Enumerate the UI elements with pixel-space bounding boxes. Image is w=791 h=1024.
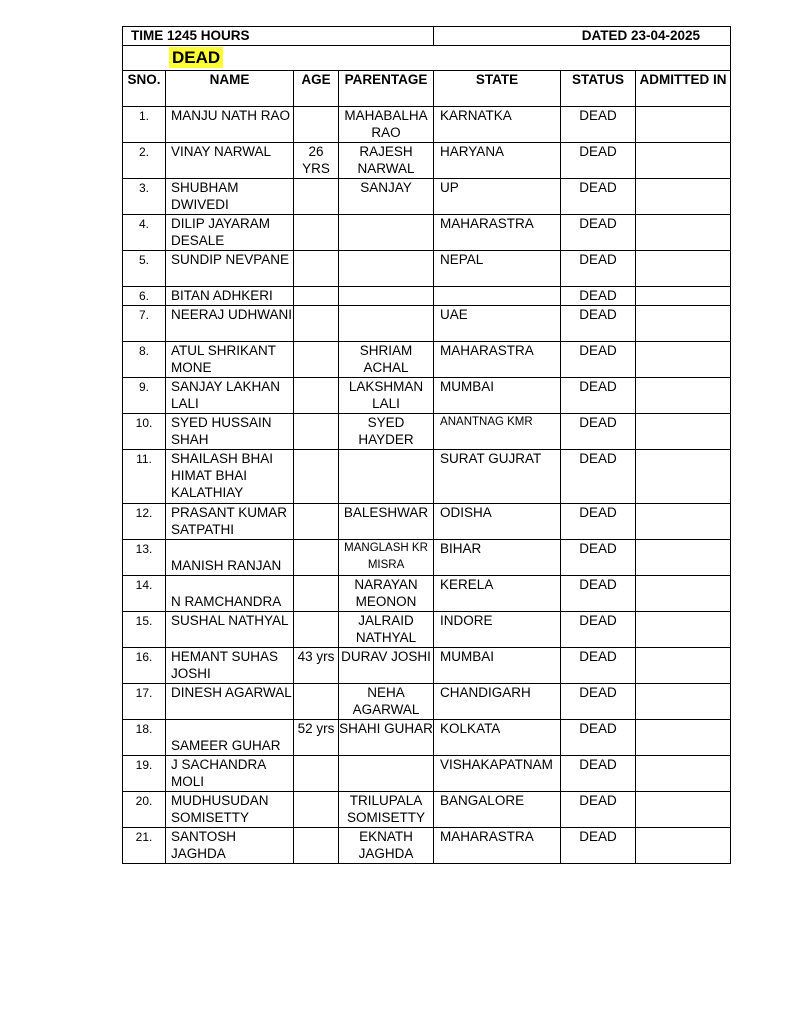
col-age: AGE bbox=[294, 71, 339, 107]
admitted-cell bbox=[636, 378, 731, 414]
table-row bbox=[123, 612, 731, 648]
name-cell: MANJU NATH RAO bbox=[166, 107, 294, 143]
state-cell: CHANDIGARH bbox=[434, 684, 561, 720]
state-cell: VISHAKAPATNAM bbox=[434, 756, 561, 792]
table-row bbox=[123, 828, 731, 864]
status-cell: DEAD bbox=[561, 612, 636, 648]
name-cell: PRASANT KUMAR SATPATHI bbox=[166, 504, 294, 540]
name-cell: SAMEER GUHAR bbox=[166, 720, 294, 756]
state-cell: BANGALORE bbox=[434, 792, 561, 828]
name-cell: SYED HUSSAIN SHAH bbox=[166, 414, 294, 450]
name-cell: ATUL SHRIKANT MONE bbox=[166, 342, 294, 378]
state-cell: UP bbox=[434, 179, 561, 215]
parentage-cell bbox=[339, 215, 434, 251]
parentage-cell: SANJAY bbox=[339, 179, 434, 215]
status-cell: DEAD bbox=[561, 450, 636, 504]
sno-cell: 14. bbox=[123, 576, 166, 612]
name-cell: HEMANT SUHAS JOSHI bbox=[166, 648, 294, 684]
name-cell: SHAILASH BHAI HIMAT BHAI KALATHIAY bbox=[166, 450, 294, 504]
admitted-cell bbox=[636, 576, 731, 612]
table-row bbox=[123, 306, 731, 342]
admitted-cell bbox=[636, 306, 731, 342]
state-cell: MUMBAI bbox=[434, 378, 561, 414]
sno-cell: 11. bbox=[123, 450, 166, 504]
admitted-cell bbox=[636, 179, 731, 215]
table-row bbox=[123, 251, 731, 287]
admitted-cell bbox=[636, 450, 731, 504]
age-cell: 26 YRS bbox=[294, 143, 339, 179]
table-row bbox=[123, 107, 731, 143]
table-row bbox=[123, 684, 731, 720]
age-cell bbox=[294, 287, 339, 306]
age-cell bbox=[294, 450, 339, 504]
admitted-cell bbox=[636, 414, 731, 450]
status-cell: DEAD bbox=[561, 576, 636, 612]
age-cell: 43 yrs bbox=[294, 648, 339, 684]
parentage-cell: SYED HAYDER bbox=[339, 414, 434, 450]
admitted-cell bbox=[636, 828, 731, 864]
state-cell: ANANTNAG KMR bbox=[434, 414, 561, 450]
state-cell: MAHARASTRA bbox=[434, 215, 561, 251]
parentage-cell: JALRAID NATHYAL bbox=[339, 612, 434, 648]
state-cell: NEPAL bbox=[434, 251, 561, 287]
age-cell bbox=[294, 414, 339, 450]
state-cell: INDORE bbox=[434, 612, 561, 648]
status-cell: DEAD bbox=[561, 756, 636, 792]
sno-cell: 18. bbox=[123, 720, 166, 756]
age-cell bbox=[294, 215, 339, 251]
name-cell: N RAMCHANDRA bbox=[166, 576, 294, 612]
name-cell: NEERAJ UDHWANI bbox=[166, 306, 294, 342]
age-cell bbox=[294, 107, 339, 143]
admitted-cell bbox=[636, 251, 731, 287]
admitted-cell bbox=[636, 107, 731, 143]
col-status: STATUS bbox=[561, 71, 636, 107]
admitted-cell bbox=[636, 756, 731, 792]
admitted-cell bbox=[636, 648, 731, 684]
table-row bbox=[123, 720, 731, 756]
name-cell: MANISH RANJAN bbox=[166, 540, 294, 576]
age-cell bbox=[294, 504, 339, 540]
name-cell: DINESH AGARWAL bbox=[166, 684, 294, 720]
state-cell: MAHARASTRA bbox=[434, 828, 561, 864]
sno-cell: 4. bbox=[123, 215, 166, 251]
section-title: DEAD bbox=[169, 47, 223, 68]
name-cell: SUSHAL NATHYAL bbox=[166, 612, 294, 648]
status-cell: DEAD bbox=[561, 504, 636, 540]
col-parentage: PARENTAGE bbox=[339, 71, 434, 107]
time-label: TIME 1245 HOURS bbox=[123, 27, 434, 46]
table-row bbox=[123, 504, 731, 540]
status-cell: DEAD bbox=[561, 684, 636, 720]
age-cell bbox=[294, 828, 339, 864]
name-cell: BITAN ADHKERI bbox=[166, 287, 294, 306]
status-cell: DEAD bbox=[561, 414, 636, 450]
name-cell: SANTOSH JAGHDA bbox=[166, 828, 294, 864]
state-cell: MAHARASTRA bbox=[434, 342, 561, 378]
sno-cell: 13. bbox=[123, 540, 166, 576]
sno-cell: 12. bbox=[123, 504, 166, 540]
state-cell: ODISHA bbox=[434, 504, 561, 540]
state-cell: MUMBAI bbox=[434, 648, 561, 684]
parentage-cell: LAKSHMAN LALI bbox=[339, 378, 434, 414]
table-row bbox=[123, 287, 731, 306]
status-cell: DEAD bbox=[561, 143, 636, 179]
parentage-cell: SHRIAM ACHAL bbox=[339, 342, 434, 378]
state-cell: HARYANA bbox=[434, 143, 561, 179]
status-cell: DEAD bbox=[561, 378, 636, 414]
name-cell: SHUBHAM DWIVEDI bbox=[166, 179, 294, 215]
parentage-cell: EKNATH JAGHDA bbox=[339, 828, 434, 864]
status-cell: DEAD bbox=[561, 648, 636, 684]
admitted-cell bbox=[636, 612, 731, 648]
name-cell: SANJAY LAKHAN LALI bbox=[166, 378, 294, 414]
status-cell: DEAD bbox=[561, 107, 636, 143]
admitted-cell bbox=[636, 504, 731, 540]
section-row bbox=[123, 46, 731, 71]
sno-cell: 10. bbox=[123, 414, 166, 450]
age-cell bbox=[294, 179, 339, 215]
sno-cell: 7. bbox=[123, 306, 166, 342]
admitted-cell bbox=[636, 684, 731, 720]
header-row bbox=[123, 27, 731, 46]
parentage-cell bbox=[339, 287, 434, 306]
parentage-cell: RAJESH NARWAL bbox=[339, 143, 434, 179]
status-cell: DEAD bbox=[561, 540, 636, 576]
state-cell: UAE bbox=[434, 306, 561, 342]
sno-cell: 2. bbox=[123, 143, 166, 179]
status-cell: DEAD bbox=[561, 306, 636, 342]
name-cell: J SACHANDRA MOLI bbox=[166, 756, 294, 792]
parentage-cell bbox=[339, 251, 434, 287]
state-cell: SURAT GUJRAT bbox=[434, 450, 561, 504]
table-row bbox=[123, 540, 731, 576]
table-row bbox=[123, 342, 731, 378]
col-admitted: ADMITTED IN bbox=[636, 71, 731, 107]
age-cell bbox=[294, 684, 339, 720]
status-cell: DEAD bbox=[561, 179, 636, 215]
sno-cell: 15. bbox=[123, 612, 166, 648]
age-cell bbox=[294, 576, 339, 612]
column-header-row bbox=[123, 71, 731, 107]
sno-cell: 8. bbox=[123, 342, 166, 378]
admitted-cell bbox=[636, 720, 731, 756]
sno-cell: 3. bbox=[123, 179, 166, 215]
table-row bbox=[123, 576, 731, 612]
state-cell: KOLKATA bbox=[434, 720, 561, 756]
sno-cell: 1. bbox=[123, 107, 166, 143]
sno-cell: 6. bbox=[123, 287, 166, 306]
status-cell: DEAD bbox=[561, 287, 636, 306]
name-cell: DILIP JAYARAM DESALE bbox=[166, 215, 294, 251]
table-row bbox=[123, 414, 731, 450]
table-row bbox=[123, 756, 731, 792]
age-cell: 52 yrs bbox=[294, 720, 339, 756]
name-cell: SUNDIP NEVPANE bbox=[166, 251, 294, 287]
admitted-cell bbox=[636, 143, 731, 179]
state-cell: KARNATKA bbox=[434, 107, 561, 143]
parentage-cell bbox=[339, 450, 434, 504]
parentage-cell: NARAYAN MEONON bbox=[339, 576, 434, 612]
parentage-cell: NEHA AGARWAL bbox=[339, 684, 434, 720]
table-row bbox=[123, 378, 731, 414]
status-cell: DEAD bbox=[561, 720, 636, 756]
parentage-cell: SHAHI GUHAR bbox=[339, 720, 434, 756]
state-cell: KERELA bbox=[434, 576, 561, 612]
parentage-cell: TRILUPALA SOMISETTY bbox=[339, 792, 434, 828]
status-cell: DEAD bbox=[561, 251, 636, 287]
sno-cell: 20. bbox=[123, 792, 166, 828]
admitted-cell bbox=[636, 287, 731, 306]
name-cell: VINAY NARWAL bbox=[166, 143, 294, 179]
sno-cell: 21. bbox=[123, 828, 166, 864]
table-row bbox=[123, 792, 731, 828]
parentage-cell bbox=[339, 756, 434, 792]
col-state: STATE bbox=[434, 71, 561, 107]
sno-cell: 19. bbox=[123, 756, 166, 792]
table-row bbox=[123, 648, 731, 684]
date-label: DATED 23-04-2025 bbox=[434, 27, 731, 46]
casualty-table bbox=[122, 26, 731, 864]
parentage-cell: MANGLASH KR MISRA bbox=[339, 540, 434, 576]
sno-cell: 17. bbox=[123, 684, 166, 720]
admitted-cell bbox=[636, 342, 731, 378]
age-cell bbox=[294, 378, 339, 414]
age-cell bbox=[294, 756, 339, 792]
age-cell bbox=[294, 540, 339, 576]
status-cell: DEAD bbox=[561, 342, 636, 378]
col-name: NAME bbox=[166, 71, 294, 107]
age-cell bbox=[294, 792, 339, 828]
table-row bbox=[123, 450, 731, 504]
status-cell: DEAD bbox=[561, 215, 636, 251]
name-cell: MUDHUSUDAN SOMISETTY bbox=[166, 792, 294, 828]
parentage-cell: DURAV JOSHI bbox=[339, 648, 434, 684]
parentage-cell: BALESHWAR bbox=[339, 504, 434, 540]
state-cell: BIHAR bbox=[434, 540, 561, 576]
col-sno: SNO. bbox=[123, 71, 166, 107]
admitted-cell bbox=[636, 215, 731, 251]
parentage-cell bbox=[339, 306, 434, 342]
table-row bbox=[123, 143, 731, 179]
admitted-cell bbox=[636, 540, 731, 576]
table-row bbox=[123, 179, 731, 215]
admitted-cell bbox=[636, 792, 731, 828]
age-cell bbox=[294, 612, 339, 648]
parentage-cell: MAHABALHA RAO bbox=[339, 107, 434, 143]
state-cell bbox=[434, 287, 561, 306]
table-row bbox=[123, 215, 731, 251]
age-cell bbox=[294, 342, 339, 378]
sno-cell: 9. bbox=[123, 378, 166, 414]
status-cell: DEAD bbox=[561, 792, 636, 828]
status-cell: DEAD bbox=[561, 828, 636, 864]
age-cell bbox=[294, 251, 339, 287]
sno-cell: 16. bbox=[123, 648, 166, 684]
sno-cell: 5. bbox=[123, 251, 166, 287]
age-cell bbox=[294, 306, 339, 342]
